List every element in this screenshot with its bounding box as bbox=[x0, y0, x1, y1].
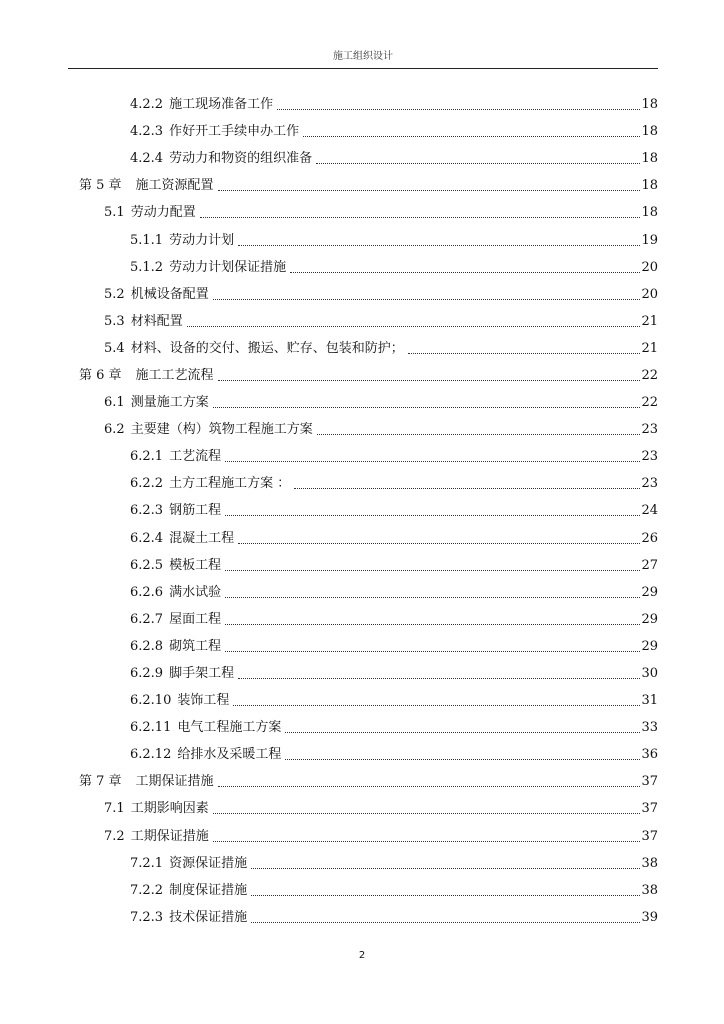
toc-entry-page: 37 bbox=[641, 801, 658, 817]
dot-leader bbox=[187, 308, 641, 335]
toc-entry-title: 混凝土工程 bbox=[169, 530, 235, 546]
toc-entry-title: 脚手架工程 bbox=[169, 666, 235, 682]
toc-entry-title: 材料配置 bbox=[130, 313, 183, 329]
toc-entry-number: 6.2.3 bbox=[130, 503, 164, 519]
dot-leader bbox=[277, 91, 640, 118]
toc-entry[interactable] bbox=[0, 741, 724, 768]
toc-entry[interactable] bbox=[0, 226, 724, 253]
toc-entry-number: 7.2.2 bbox=[130, 882, 164, 898]
toc-entry[interactable] bbox=[0, 335, 724, 362]
dot-leader bbox=[251, 877, 640, 904]
toc-entry-number: 5.2 bbox=[104, 286, 125, 302]
toc-entry-title: 劳动力计划保证措施 bbox=[169, 259, 287, 275]
toc-entry-title: 资源保证措施 bbox=[169, 855, 248, 871]
toc-entry[interactable] bbox=[0, 443, 724, 470]
toc-entry-page: 27 bbox=[641, 557, 658, 573]
toc-entry-page: 31 bbox=[641, 693, 658, 709]
toc-entry-number: 6.2.10 bbox=[130, 693, 172, 709]
toc-entry-number: 5.1 bbox=[104, 205, 125, 221]
toc-entry-title: 材料、设备的交付、搬运、贮存、包装和防护； bbox=[130, 340, 404, 356]
dot-leader bbox=[213, 823, 641, 850]
toc-entry-title: 技术保证措施 bbox=[169, 909, 248, 925]
toc-entry-number: 5.4 bbox=[104, 340, 125, 356]
toc-entry-title: 电气工程施工方案 bbox=[177, 720, 282, 736]
toc-entry-page: 37 bbox=[641, 774, 658, 790]
dot-leader bbox=[218, 362, 641, 389]
toc-entry[interactable] bbox=[0, 877, 724, 904]
dot-leader bbox=[303, 118, 640, 145]
toc-entry-number: 5.3 bbox=[104, 313, 125, 329]
dot-leader bbox=[218, 768, 641, 795]
dot-leader bbox=[225, 552, 640, 579]
toc-entry[interactable] bbox=[0, 606, 724, 633]
toc-entry-page: 29 bbox=[641, 638, 658, 654]
toc-entry[interactable] bbox=[0, 281, 724, 308]
toc-entry-title: 施工资源配置 bbox=[135, 178, 214, 194]
toc-entry-number: 6.2.12 bbox=[130, 747, 172, 763]
toc-entry-number: 5.1.2 bbox=[130, 259, 164, 275]
toc-entry-title: 工艺流程 bbox=[169, 449, 222, 465]
toc-entry-title: 作好开工手续申办工作 bbox=[169, 124, 300, 140]
page-header bbox=[68, 50, 658, 69]
toc-entry-page: 39 bbox=[641, 909, 658, 925]
toc-entry-page: 36 bbox=[641, 747, 658, 763]
toc-entry-title: 测量施工方案 bbox=[130, 395, 209, 411]
dot-leader bbox=[238, 525, 640, 552]
toc-entry-title: 工期保证措施 bbox=[130, 828, 209, 844]
toc-entry-page: 33 bbox=[641, 720, 658, 736]
toc-entry-number: 6.2.11 bbox=[130, 720, 172, 736]
toc-entry-title: 主要建（构）筑物工程施工方案 bbox=[130, 422, 313, 438]
toc-entry-page: 21 bbox=[641, 313, 658, 329]
page-number: 2 bbox=[358, 950, 366, 961]
toc-entry-title: 满水试验 bbox=[169, 584, 222, 600]
toc-entry-page: 19 bbox=[641, 232, 658, 248]
toc-entry[interactable] bbox=[0, 823, 724, 850]
toc-entry[interactable] bbox=[0, 308, 724, 335]
dot-leader bbox=[213, 389, 641, 416]
toc-entry[interactable] bbox=[0, 660, 724, 687]
toc-entry-number: 6.2.9 bbox=[130, 666, 164, 682]
toc-entry-page: 30 bbox=[641, 666, 658, 682]
dot-leader bbox=[285, 714, 640, 741]
toc-entry-title: 劳动力和物资的组织准备 bbox=[169, 151, 313, 167]
dot-leader bbox=[238, 660, 640, 687]
toc-entry-title: 施工工艺流程 bbox=[135, 367, 214, 383]
dot-leader bbox=[294, 470, 640, 497]
toc-entry-page: 18 bbox=[641, 205, 658, 221]
toc-entry-title: 屋面工程 bbox=[169, 611, 222, 627]
toc-entry-page: 26 bbox=[641, 530, 658, 546]
toc-entry-title: 土方工程施工方案 ： bbox=[169, 476, 291, 492]
toc-entry-title: 装饰工程 bbox=[177, 693, 230, 709]
toc-entry[interactable] bbox=[0, 91, 724, 118]
toc-entry[interactable] bbox=[0, 470, 724, 497]
toc-entry[interactable] bbox=[0, 525, 724, 552]
dot-leader bbox=[225, 633, 640, 660]
toc-entry-title: 钢筋工程 bbox=[169, 503, 222, 519]
dot-leader bbox=[408, 335, 641, 362]
toc-entry[interactable] bbox=[0, 633, 724, 660]
toc-entry-page: 18 bbox=[641, 97, 658, 113]
dot-leader bbox=[213, 795, 641, 822]
toc-entry-title: 模板工程 bbox=[169, 557, 222, 573]
toc-entry-title: 给排水及采暖工程 bbox=[177, 747, 282, 763]
dot-leader bbox=[225, 606, 640, 633]
toc-entry-title: 施工现场准备工作 bbox=[169, 97, 274, 113]
dot-leader bbox=[285, 741, 640, 768]
table-of-contents bbox=[0, 91, 724, 931]
toc-entry-title: 工期影响因素 bbox=[130, 801, 209, 817]
toc-entry-number: 6.2.7 bbox=[130, 611, 164, 627]
toc-entry-page: 23 bbox=[641, 449, 658, 465]
toc-entry-title: 工期保证措施 bbox=[135, 774, 214, 790]
toc-entry-number: 6.2.1 bbox=[130, 449, 164, 465]
toc-entry-title: 制度保证措施 bbox=[169, 882, 248, 898]
toc-entry-title: 机械设备配置 bbox=[130, 286, 209, 302]
toc-entry[interactable] bbox=[0, 904, 724, 931]
toc-entry[interactable] bbox=[0, 687, 724, 714]
toc-entry-number: 5.1.1 bbox=[130, 232, 164, 248]
toc-entry-page: 29 bbox=[641, 584, 658, 600]
toc-entry-page: 20 bbox=[641, 259, 658, 275]
toc-entry-number: 4.2.4 bbox=[130, 151, 164, 167]
toc-entry[interactable] bbox=[0, 145, 724, 172]
dot-leader bbox=[238, 227, 640, 254]
dot-leader bbox=[251, 904, 640, 931]
toc-entry-number: 6.2.2 bbox=[130, 476, 164, 492]
dot-leader bbox=[225, 497, 640, 524]
toc-entry-number: 7.2.3 bbox=[130, 909, 164, 925]
dot-leader bbox=[233, 687, 640, 714]
toc-entry[interactable] bbox=[0, 389, 724, 416]
toc-entry[interactable] bbox=[0, 768, 724, 795]
toc-entry-page: 18 bbox=[641, 178, 658, 194]
toc-entry[interactable] bbox=[0, 172, 724, 199]
toc-entry-number: 第 5 章 bbox=[79, 178, 122, 194]
toc-entry-number: 6.2.5 bbox=[130, 557, 164, 573]
toc-entry-number: 6.2.4 bbox=[130, 530, 164, 546]
toc-entry[interactable] bbox=[0, 795, 724, 822]
dot-leader bbox=[225, 443, 640, 470]
toc-entry[interactable] bbox=[0, 579, 724, 606]
toc-entry-page: 38 bbox=[641, 882, 658, 898]
dot-leader bbox=[213, 281, 641, 308]
toc-entry[interactable] bbox=[0, 497, 724, 524]
toc-entry-number: 6.2.6 bbox=[130, 584, 164, 600]
toc-entry-page: 29 bbox=[641, 611, 658, 627]
dot-leader bbox=[218, 172, 641, 199]
toc-entry-title: 劳动力配置 bbox=[130, 205, 196, 221]
toc-entry-page: 21 bbox=[641, 340, 658, 356]
toc-entry-number: 7.2 bbox=[104, 828, 125, 844]
dot-leader bbox=[251, 850, 640, 877]
dot-leader bbox=[200, 199, 641, 226]
toc-entry-page: 38 bbox=[641, 855, 658, 871]
toc-entry-number: 第 7 章 bbox=[79, 774, 122, 790]
toc-entry[interactable] bbox=[0, 714, 724, 741]
toc-entry[interactable] bbox=[0, 118, 724, 145]
toc-entry-number: 第 6 章 bbox=[79, 367, 122, 383]
toc-entry[interactable] bbox=[0, 416, 724, 443]
toc-entry-page: 23 bbox=[641, 422, 658, 438]
toc-entry-number: 4.2.2 bbox=[130, 97, 164, 113]
toc-entry[interactable] bbox=[0, 362, 724, 389]
toc-entry[interactable] bbox=[0, 552, 724, 579]
toc-entry[interactable] bbox=[0, 199, 724, 226]
toc-entry-page: 22 bbox=[641, 395, 658, 411]
toc-entry-number: 4.2.3 bbox=[130, 124, 164, 140]
dot-leader bbox=[316, 145, 640, 172]
toc-entry-page: 37 bbox=[641, 828, 658, 844]
dot-leader bbox=[317, 416, 641, 443]
toc-entry-page: 23 bbox=[641, 476, 658, 492]
toc-entry-number: 6.1 bbox=[104, 395, 125, 411]
toc-entry-number: 7.2.1 bbox=[130, 855, 164, 871]
toc-entry-page: 18 bbox=[641, 124, 658, 140]
toc-entry-page: 24 bbox=[641, 503, 658, 519]
toc-entry-page: 20 bbox=[641, 286, 658, 302]
dot-leader bbox=[290, 254, 640, 281]
toc-entry[interactable] bbox=[0, 254, 724, 281]
toc-entry-number: 6.2 bbox=[104, 422, 125, 438]
toc-entry[interactable] bbox=[0, 850, 724, 877]
toc-entry-number: 7.1 bbox=[104, 801, 125, 817]
dot-leader bbox=[225, 579, 640, 606]
toc-entry-number: 6.2.8 bbox=[130, 638, 164, 654]
toc-entry-title: 劳动力计划 bbox=[169, 232, 235, 248]
toc-entry-title: 砌筑工程 bbox=[169, 638, 222, 654]
toc-entry-page: 22 bbox=[641, 367, 658, 383]
header-title: 施工组织设计 bbox=[333, 51, 393, 62]
toc-entry-page: 18 bbox=[641, 151, 658, 167]
